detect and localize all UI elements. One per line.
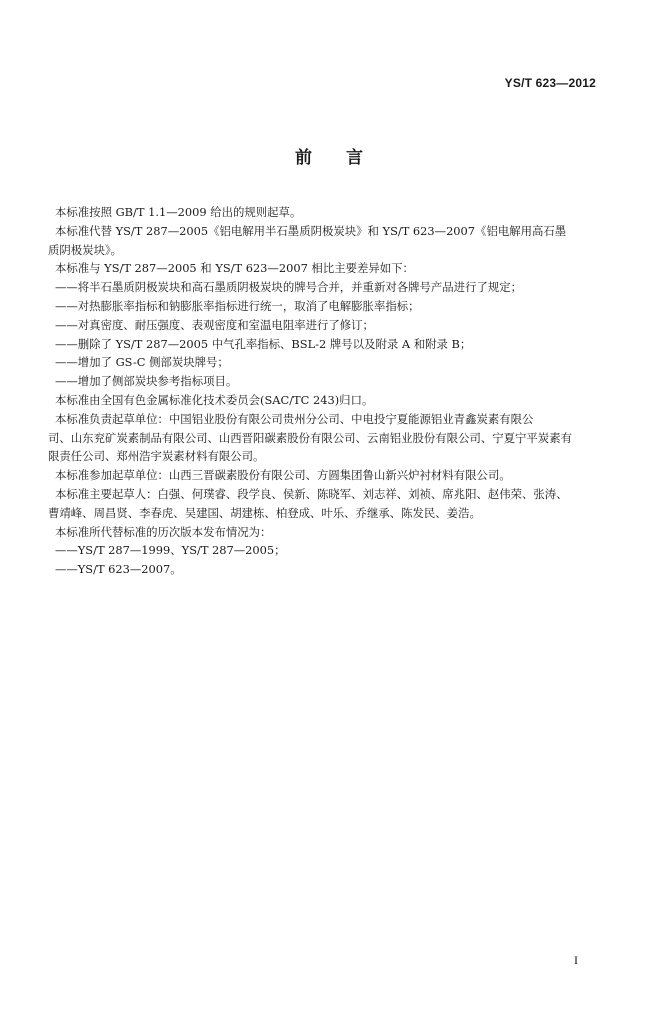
- paragraph-line: ——YS/T 623—2007。: [55, 562, 182, 577]
- paragraph-line: ——增加了侧部炭块参考指标项目。: [55, 374, 238, 389]
- paragraph-line: ——对真密度、耐压强度、表观密度和室温电阻率进行了修订；: [55, 317, 374, 332]
- foreword-body: [48, 203, 600, 579]
- paragraph-line: 曹靖峰、周昌贤、李春虎、吴建国、胡建栋、柏登成、叶乐、乔继承、陈发民、姜浩。: [48, 505, 481, 520]
- list-item-change: [48, 316, 600, 335]
- standard-code: YS/T 623—2012: [504, 76, 596, 90]
- paragraph-line: 本标准按照 GB/T 1.1—2009 给出的规则起草。: [55, 205, 302, 219]
- paragraph-line: 本标准所代替标准的历次版本发布情况为：: [55, 524, 272, 539]
- page-number: I: [574, 953, 578, 967]
- paragraph-replaces: [48, 222, 600, 260]
- list-item-change: [48, 353, 600, 372]
- paragraph-line: 本标准参加起草单位：山西三晋碳素股份有限公司、方圆集团鲁山新兴炉衬材料有限公司。: [55, 468, 511, 483]
- paragraph-line: ——将半石墨质阴极炭块和高石墨质阴极炭块的牌号合并，并重新对各牌号产品进行了规定；: [55, 280, 523, 295]
- paragraph-line: ——对热膨胀率指标和钠膨胀率指标进行统一，取消了电解膨胀率指标；: [55, 298, 420, 313]
- paragraph-line: ——YS/T 287—1999、YS/T 287—2005；: [55, 543, 286, 558]
- paragraph-drafters: [48, 485, 600, 523]
- paragraph-line: 质阴极炭块》。: [48, 242, 123, 257]
- paragraph-line: 本标准主要起草人：白强、何璞睿、段学良、侯新、陈晓军、刘志祥、刘祯、席兆阳、赵伟荣、张涛、: [55, 486, 568, 501]
- list-item-change: [48, 372, 600, 391]
- paragraph-line: 本标准负责起草单位：中国铝业股份有限公司贵州分公司、中电投宁夏能源铝业青鑫炭素有限公: [55, 411, 534, 426]
- paragraph-drafting-units: [48, 410, 600, 466]
- paragraph-line: 司、山东兖矿炭素制品有限公司、山西晋阳碳素股份有限公司、云南铝业股份有限公司、宁夏宁平炭素有: [48, 430, 572, 445]
- paragraph-history: [48, 523, 600, 542]
- paragraph-participating-units: [48, 466, 600, 485]
- title-char-2: 言: [346, 148, 365, 168]
- paragraph-line: ——删除了 YS/T 287—2005 中气孔率指标、BSL-2 牌号以及附录 A 和附录 B；: [55, 336, 472, 351]
- list-item-change: [48, 297, 600, 316]
- list-item-change: [48, 278, 600, 297]
- paragraph-line: 本标准代替 YS/T 287—2005《铝电解用半石墨质阴极炭块》和 YS/T 623—2007《铝电解用高石墨: [55, 223, 567, 238]
- list-item-history: [48, 541, 600, 560]
- page-title: [0, 143, 660, 168]
- list-item-change: [48, 335, 600, 354]
- list-item-history: [48, 560, 600, 579]
- paragraph-line: 本标准与 YS/T 287—2005 和 YS/T 623—2007 相比主要差异如下：: [55, 261, 414, 276]
- paragraph-differences: [48, 259, 600, 278]
- paragraph-line: 本标准由全国有色金属标准化技术委员会(SAC/TC 243)归口。: [55, 392, 374, 407]
- paragraph-centralized: [48, 391, 600, 410]
- paragraph-line: ——增加了 GS-C 侧部炭块牌号；: [55, 355, 229, 370]
- paragraph-line: 限责任公司、郑州浩宇炭素材料有限公司。: [48, 449, 265, 464]
- paragraph-drafting-rules: [48, 203, 600, 222]
- title-char-1: 前: [295, 148, 314, 168]
